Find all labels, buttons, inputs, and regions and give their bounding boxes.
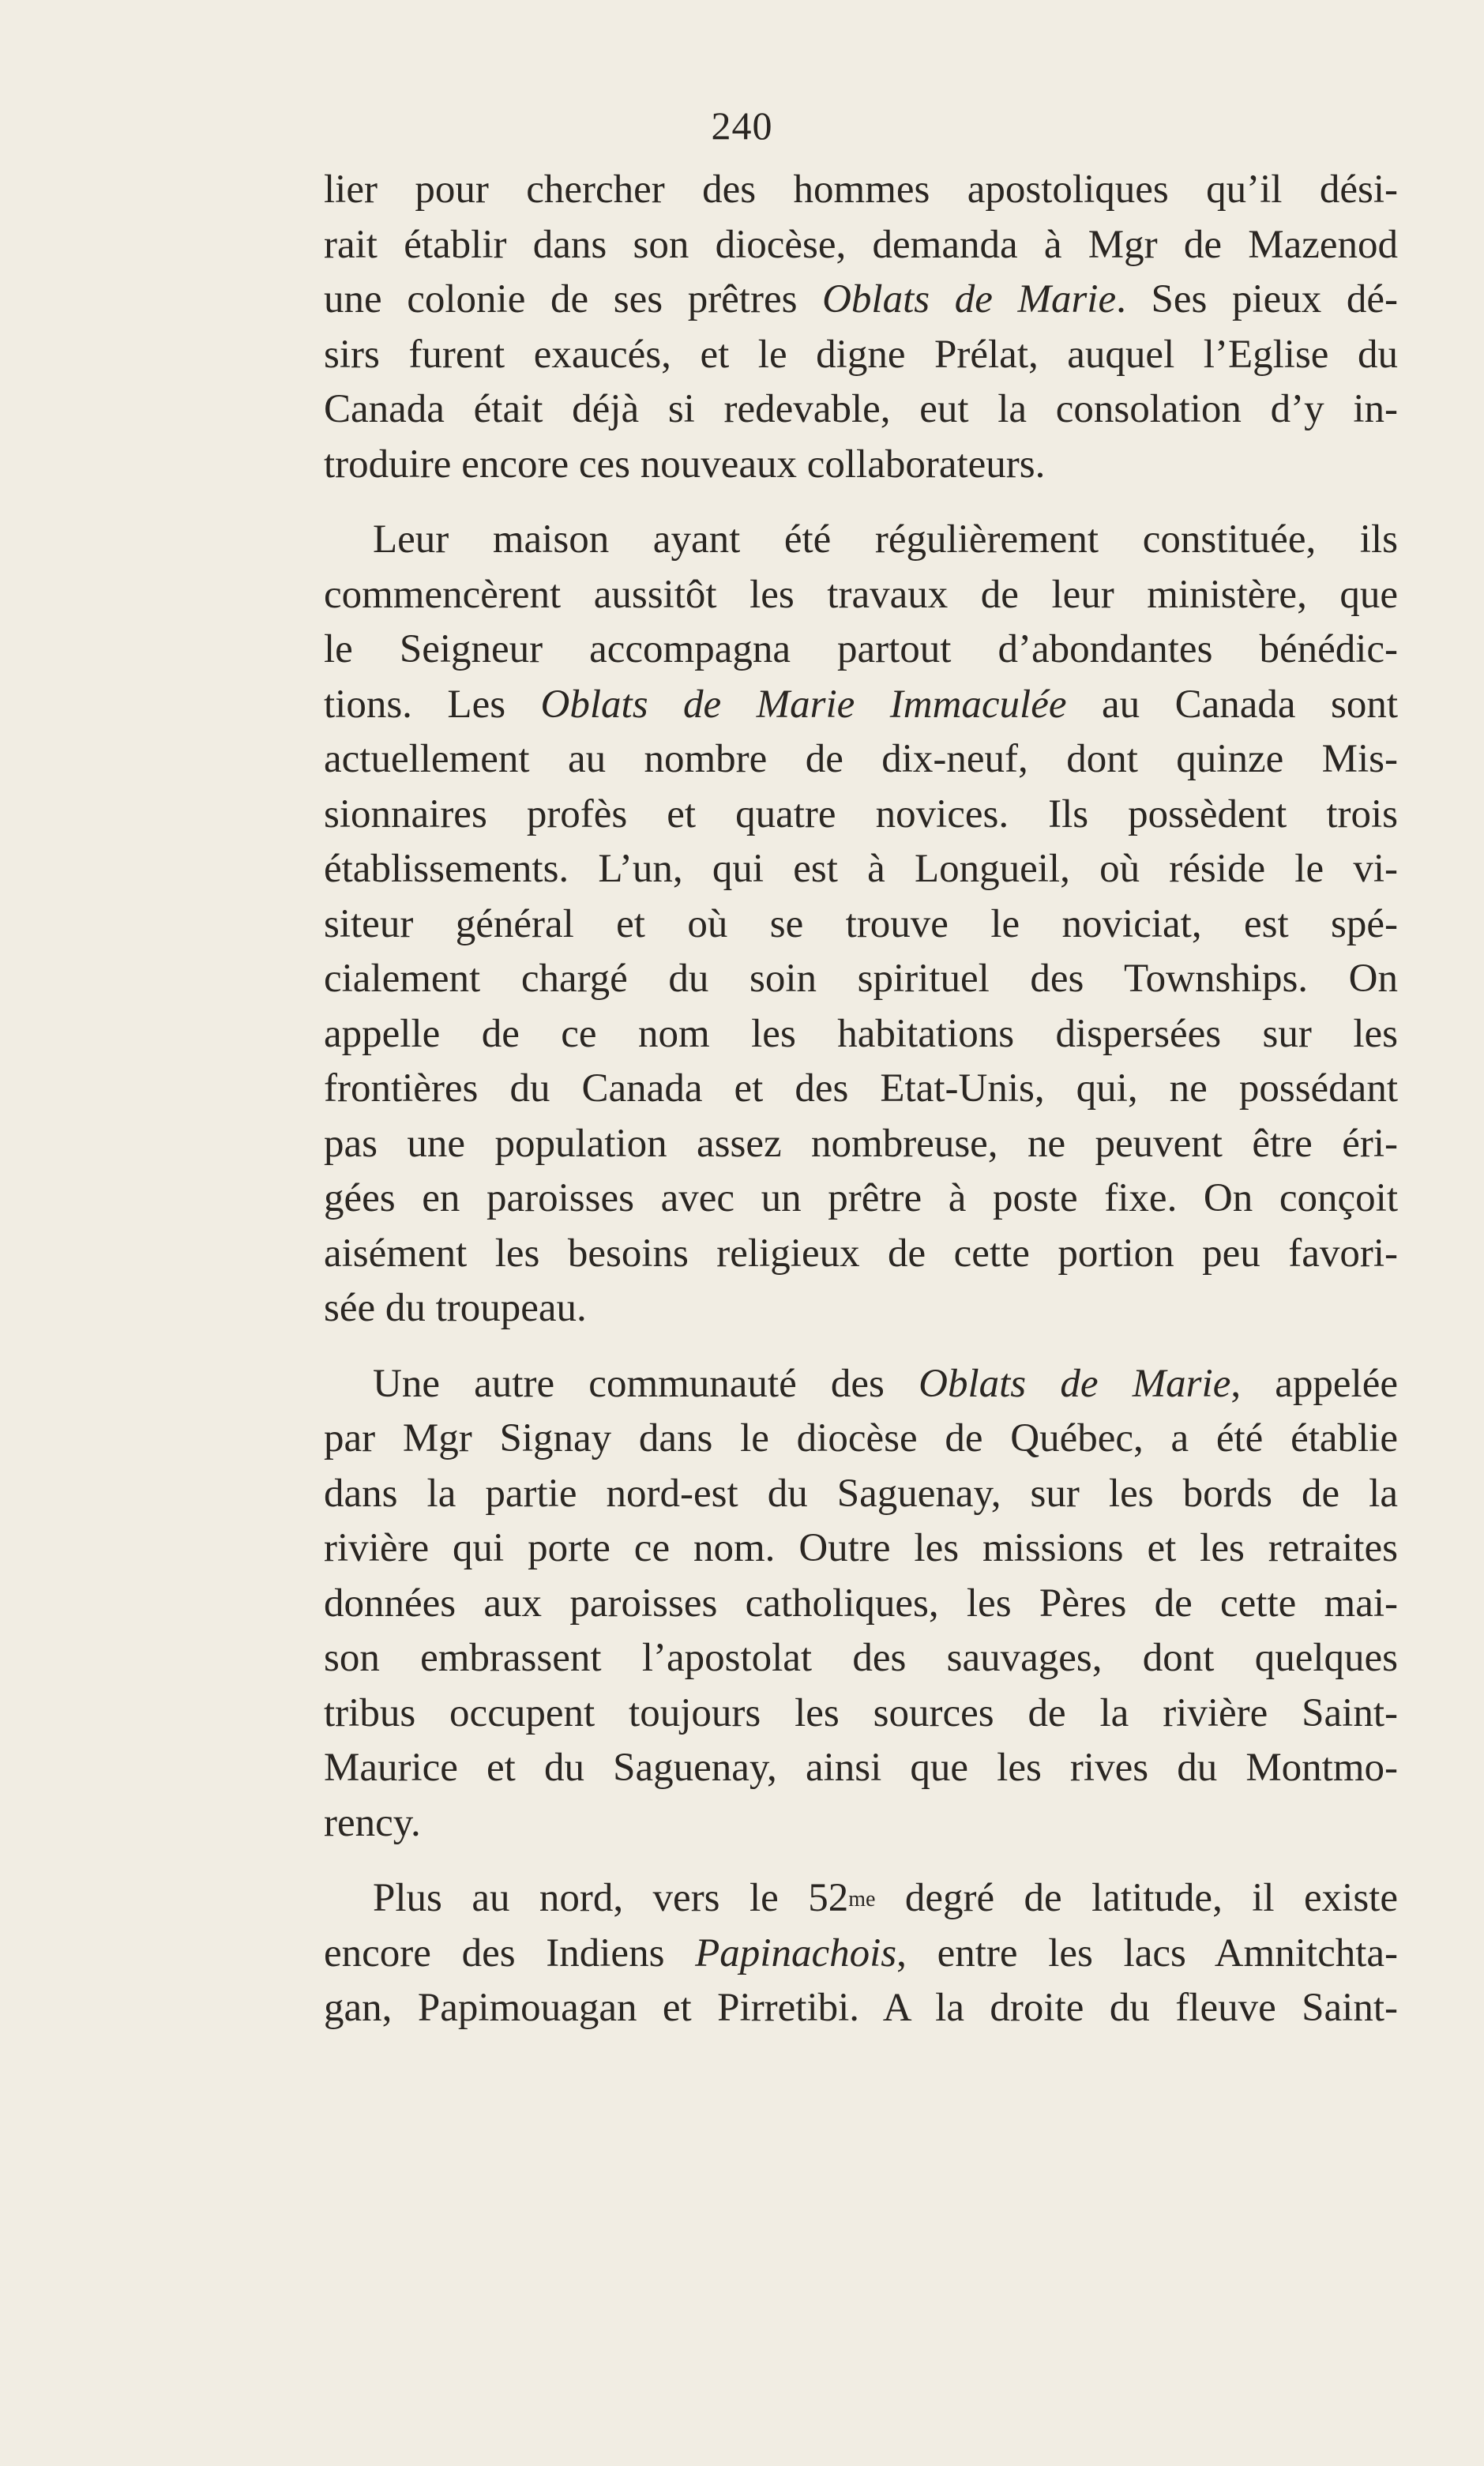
text-line: dans la partie nord-est du Saguenay, sur les bords de la — [324, 1471, 1398, 1516]
text-line — [324, 1871, 1398, 1927]
text-segment: Une autre communauté des — [373, 1361, 919, 1406]
paragraph-1 — [324, 163, 1398, 492]
text-line — [324, 1927, 1398, 1982]
paragraph-3 — [324, 1357, 1398, 1851]
page-number: 240 — [711, 103, 773, 148]
text-line: sirs furent exaucés, et le digne Prélat, auquel l’Eglise du — [324, 332, 1398, 377]
text-line — [324, 273, 1398, 328]
text-line: gées en paroisses avec un prêtre à poste fixe. On conçoit — [324, 1176, 1398, 1220]
text-segment: degré de latitude, il existe — [875, 1876, 1398, 1920]
text-line: cialement chargé du soin spirituel des Townships. On — [324, 957, 1398, 1001]
text-line: rency. — [324, 1800, 421, 1845]
text-line: rait établir dans son diocèse, demanda à Mgr de Mazenod — [324, 222, 1398, 267]
text-line: Maurice et du Saguenay, ainsi que les rives du Montmo- — [324, 1746, 1398, 1790]
text-line — [324, 678, 1398, 733]
text-segment: , entre les lacs Amnitchta- — [896, 1930, 1398, 1975]
text-line: le Seigneur accompagna partout d’abondantes bénédic- — [324, 627, 1398, 671]
text-line: rivière qui porte ce nom. Outre les missions et les retraites — [324, 1526, 1398, 1570]
body-text — [324, 163, 1398, 2036]
text-line: troduire encore ces nouveaux collaborateurs. — [324, 442, 1046, 487]
text-line: sée du troupeau. — [324, 1286, 587, 1330]
italic-term: Oblats de Marie — [919, 1361, 1231, 1406]
paragraph-4 — [324, 1871, 1398, 2036]
text-line: tribus occupent toujours les sources de la rivière Saint- — [324, 1690, 1398, 1735]
superscript: me — [848, 1887, 876, 1912]
text-segment: une colonie de ses prêtres — [324, 277, 823, 321]
text-line: données aux paroisses catholiques, les Pères de cette mai- — [324, 1581, 1398, 1626]
text-line: son embrassent l’apostolat des sauvages, dont quelques — [324, 1636, 1398, 1680]
italic-term: Oblats de Marie Immaculée — [540, 682, 1067, 727]
text-segment: encore des Indiens — [324, 1930, 696, 1975]
text-line: siteur général et où se trouve le noviciat, est spé- — [324, 901, 1398, 946]
italic-term: Papinachois — [695, 1930, 897, 1975]
text-segment: au Canada sont — [1066, 682, 1398, 727]
text-line: aisément les besoins religieux de cette portion peu favori- — [324, 1231, 1398, 1276]
text-line: sionnaires profès et quatre novices. Ils possèdent trois — [324, 791, 1398, 836]
text-line: Canada était déjà si redevable, eut la consolation d’y in- — [324, 387, 1398, 431]
text-line: Leur maison ayant été régulièrement constituée, ils — [373, 517, 1398, 562]
text-line: établissements. L’un, qui est à Longueil, où réside le vi- — [324, 847, 1398, 891]
text-line: actuellement au nombre de dix-neuf, dont quinze Mis- — [324, 737, 1398, 781]
text-line: lier pour chercher des hommes apostoliques qu’il dési- — [324, 167, 1398, 212]
text-segment: . Ses pieux dé- — [1116, 277, 1398, 321]
text-segment: tions. Les — [324, 682, 541, 727]
text-line — [324, 1357, 1398, 1412]
text-segment: Plus au nord, vers le 52 — [373, 1876, 849, 1920]
paragraph-2 — [324, 513, 1398, 1336]
text-segment: , appelée — [1230, 1361, 1398, 1406]
text-line: frontières du Canada et des Etat-Unis, qui, ne possédant — [324, 1066, 1398, 1111]
text-line: gan, Papimouagan et Pirretibi. A la droite du fleuve Saint- — [324, 1986, 1398, 2030]
text-line: par Mgr Signay dans le diocèse de Québec, a été établie — [324, 1416, 1398, 1460]
italic-term: Oblats de Marie — [822, 277, 1117, 321]
text-line: pas une population assez nombreuse, ne peuvent être éri- — [324, 1121, 1398, 1166]
text-line: appelle de ce nom les habitations dispersées sur les — [324, 1011, 1398, 1056]
text-line: commencèrent aussitôt les travaux de leur ministère, que — [324, 572, 1398, 617]
